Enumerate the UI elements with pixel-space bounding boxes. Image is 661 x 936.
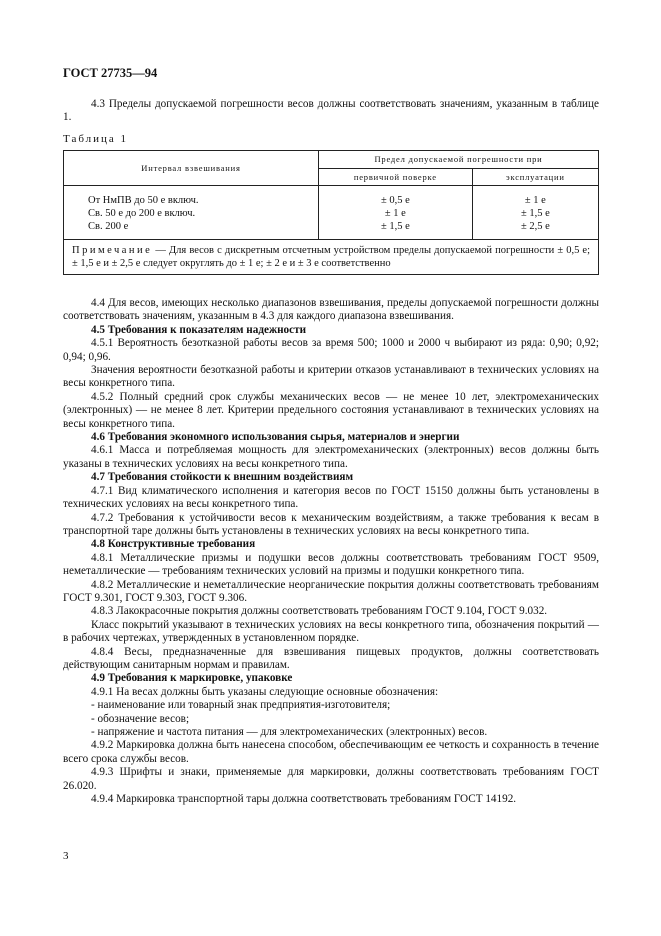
col-header-interval: Интервал взвешивания <box>64 151 319 186</box>
paragraph: 4.8.2 Металлические и неметаллические неорганические покрытия должны соответствовать требованиям ГОСТ 9.301, ГОСТ 9.303, ГОСТ 9.306. <box>63 578 599 604</box>
paragraph: Значения вероятности безотказной работы и критерии отказов устанавливают в технических условиях на весы конкретного типа. <box>63 364 599 390</box>
section-heading: 4.5 Требования к показателям надежности <box>91 323 307 336</box>
paragraph: 4.8.3 Лакокрасочные покрытия должны соответствовать требованиям ГОСТ 9.104, ГОСТ 9.032. <box>91 605 548 618</box>
paragraph: 4.9.3 Шрифты и знаки, применяемые для маркировки, должны соответствовать требованиям ГОСТ 26.020. <box>63 766 599 792</box>
paragraph: 4.8.1 Металлические призмы и подушки весов должны соответствовать требованиям ГОСТ 9509, неметаллические — требованиям технических условий на призмы и подушки конкретного типа. <box>63 551 599 578</box>
page-number: 3 <box>63 850 69 862</box>
paragraph: 4.9.1 На весах должны быть указаны следующие основные обозначения: <box>91 685 439 698</box>
table-row-interval: Св. 200 е <box>88 221 129 232</box>
table-row-first: ± 1 е <box>384 208 406 219</box>
note-text: — Для весов с дискретным отсчетным устройством пределы допускаемой погрешности ± 0,5 е; ± 1,5 е и ± 2,5 е следует округлять до ± 1 е; ± 2 е и ± 3 е соответственно <box>72 245 590 269</box>
document-header: ГОСТ 27735—94 <box>63 66 158 80</box>
section-heading: 4.9 Требования к маркировке, упаковке <box>91 672 293 685</box>
table-row-service: ± 1 е <box>524 195 546 206</box>
intro-block <box>63 98 599 125</box>
paragraph: 4.7.2 Требования к устойчивости весов к механическим воздействиям, а также требования к весам в транспортной таре должны быть установлены в технических условиях на весы конкретного типа. <box>63 511 599 537</box>
table-caption: Таблица 1 <box>63 133 129 145</box>
first-cell <box>319 186 473 240</box>
paragraph: 4.9.2 Маркировка должна быть нанесена способом, обеспечивающим ее четкость и сохранность в течение всего срока службы весов. <box>63 739 599 765</box>
table-row-service: ± 2,5 е <box>520 221 550 232</box>
list-item: - наименование или товарный знак предприятия-изготовителя; <box>91 699 391 712</box>
paragraph: 4.4 Для весов, имеющих несколько диапазонов взвешивания, пределы допускаемой погрешности должны соответствовать значениям, указанным в 4.3 для каждого диапазона взвешивания. <box>63 297 599 323</box>
table-row-first: ± 1,5 е <box>380 221 410 232</box>
table-row-interval: Св. 50 е до 200 е включ. <box>88 208 196 219</box>
table-row-first: ± 0,5 е <box>380 195 410 206</box>
paragraph: 4.9.4 Маркировка транспортной тары должна соответствовать требованиям ГОСТ 14192. <box>91 793 517 806</box>
col-header-service: эксплуатации <box>472 168 598 186</box>
interval-cell <box>64 186 319 240</box>
paragraph: 4.5.2 Полный средний срок службы механических весов — не менее 10 лет, электромеханических (электронных) — не менее 8 лет. Критерии предельного состояния устанавливают в технических условиях на весы конкретного типа. <box>63 390 599 430</box>
service-cell <box>472 186 598 240</box>
note-label: Примечание <box>72 245 153 256</box>
table-1 <box>63 150 599 275</box>
paragraph: 4.8.4 Весы, предназначенные для взвешивания пищевых продуктов, должны соответствовать действующим санитарным нормам и правилам. <box>63 645 599 671</box>
main-body <box>63 297 599 806</box>
section-heading: 4.8 Конструктивные требования <box>91 538 256 551</box>
list-item: - напряжение и частота питания — для электромеханических (электронных) весов. <box>91 726 488 738</box>
paragraph-4-3: 4.3 Пределы допускаемой погрешности весов должны соответствовать значениям, указанным в таблице 1. <box>63 98 599 124</box>
col-header-first: первичной поверке <box>319 168 473 186</box>
paragraph: 4.5.1 Вероятность безотказной работы весов за время 500; 1000 и 2000 ч выбирают из ряда: 0,90; 0,92; 0,94; 0,96. <box>63 337 599 363</box>
table-row-service: ± 1,5 е <box>520 208 550 219</box>
section-heading: 4.7 Требования стойкости к внешним воздействиям <box>91 471 354 484</box>
paragraph: Класс покрытий указывают в технических условиях на весы конкретного типа, обозначения покрытий — в рабочих чертежах, утвержденных в установленном порядке. <box>63 618 599 645</box>
section-heading: 4.6 Требования экономного использования сырья, материалов и энергии <box>91 431 460 444</box>
table-row-interval: От НмПВ до 50 е включ. <box>88 195 199 206</box>
paragraph: 4.7.1 Вид климатического исполнения и категория весов по ГОСТ 15150 должны быть установлены в технических условиях на весы конкретного типа. <box>63 484 599 511</box>
list-item: - обозначение весов; <box>91 712 190 725</box>
paragraph: 4.6.1 Масса и потребляемая мощность для электромеханических (электронных) весов должны быть указаны в технических условиях на весы конкретного типа. <box>63 444 599 470</box>
col-header-limit: Предел допускаемой погрешности при <box>319 151 599 169</box>
table-note <box>64 240 599 275</box>
